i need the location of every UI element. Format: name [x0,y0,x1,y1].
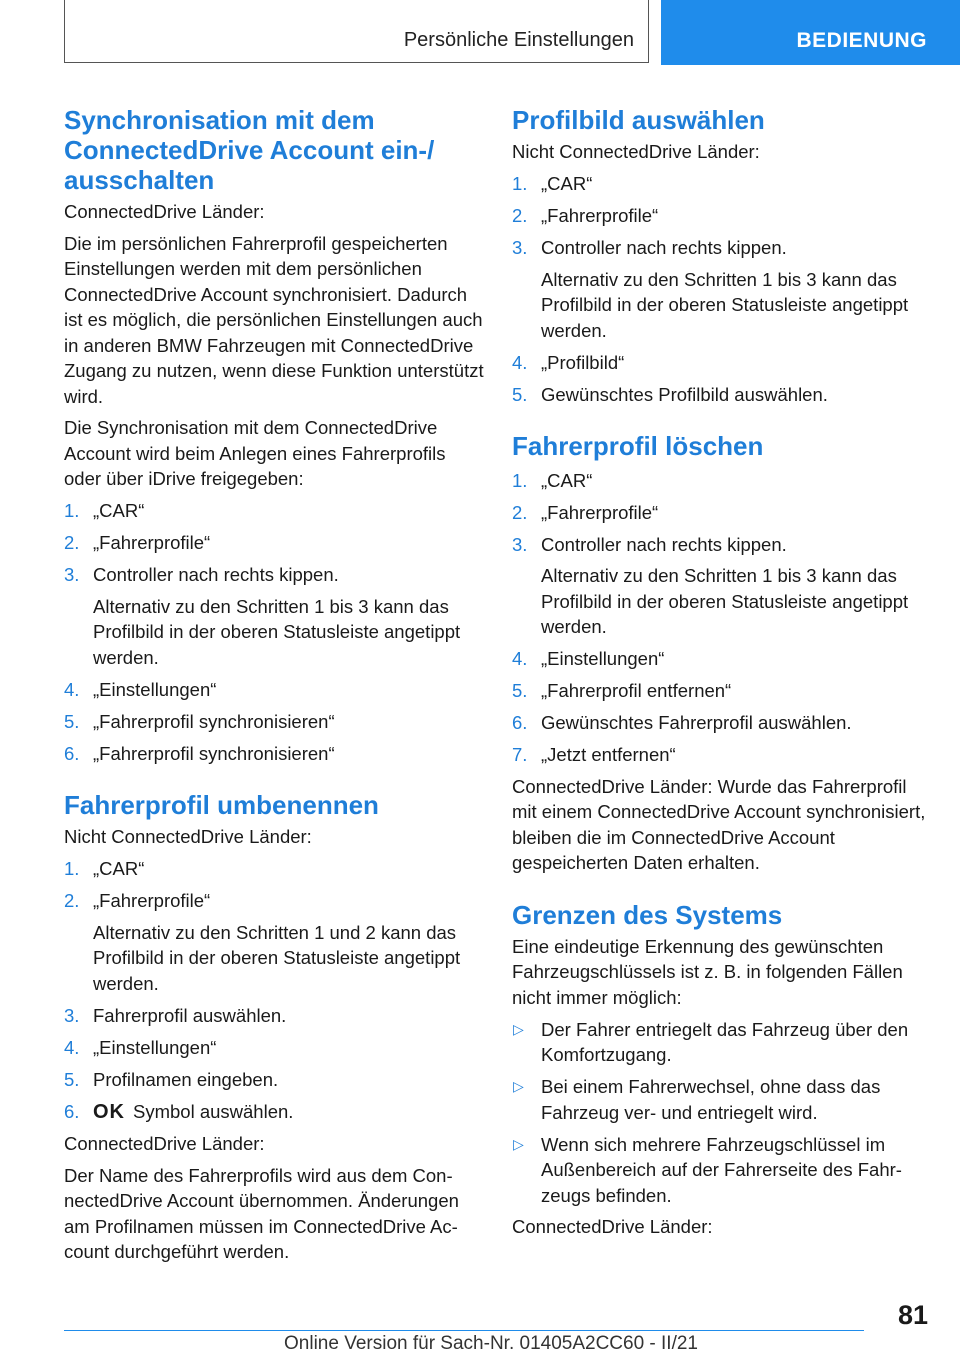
step-text: Gewünschtes Fahrerprofil auswählen. [541,712,852,733]
step-text: „CAR“ [541,173,593,194]
step-text: „Fahrerprofil synchronisieren“ [93,710,335,732]
paragraph: ConnectedDrive Länder: [64,201,265,222]
section-rename [64,790,484,1265]
list-item [512,171,932,197]
list-item [64,709,484,735]
step-number: 5. [64,1068,80,1090]
step-note: Alternativ zu den Schritten 1 bis 3 kann das Profilbild in der oberen Statusleiste angetippt werden. [541,565,909,637]
step-number: 5. [512,383,528,405]
list-item [512,742,932,768]
step-text: „Fahrerprofile“ [93,532,211,553]
left-column [64,105,484,1271]
step-list [64,498,484,766]
ok-icon: OK [93,1100,125,1123]
step-text: „Fahrerprofile“ [541,205,659,226]
step-number: 2. [64,532,80,553]
step-number: 7. [512,744,528,765]
list-item [64,530,484,556]
step-number: 1. [64,858,80,879]
list-item [512,646,932,672]
triangle-bullet-icon: ▷ [513,1078,524,1094]
step-number: 6. [64,742,80,764]
list-item [512,532,932,640]
list-item [512,235,932,343]
step-number: 4. [512,351,528,373]
bullet-text: Wenn sich mehrere Fahrzeugschlüssel im Außenbereich auf der Fahrerseite des Fahrzeugs befinden. [541,1133,902,1206]
paragraph: Der Name des Fahrerprofils wird aus dem ConnectedDrive Account übernommen. Änderungen am Profilnamen müssen im ConnectedDrive Account durchgeführt werden. [64,1164,459,1262]
step-text: Gewünschtes Profilbild auswählen. [541,383,828,405]
header-chapter-tab [661,0,960,65]
step-text: „Fahrerprofil entfernen“ [541,680,732,701]
list-item [512,500,932,526]
list-item [512,1132,932,1209]
step-text: „Einstellungen“ [541,648,665,669]
step-number: 3. [64,1004,80,1026]
footer-divider [64,1330,864,1331]
step-number: 3. [512,237,528,258]
step-number: 3. [512,533,528,555]
triangle-bullet-icon: ▷ [513,1135,524,1152]
paragraph: Die Synchronisation mit dem ConnectedDrive Account wird beim Anlegen eines Fahrerprofils oder über iDrive freigegeben: [64,417,446,489]
bullet-text: Der Fahrer entriegelt das Fahrzeug über den Komfortzugang. [541,1018,909,1065]
triangle-bullet-icon: ▷ [513,1020,524,1037]
step-number: 4. [512,648,528,669]
step-number: 6. [64,1100,80,1122]
section-system-limits-title: Grenzen des Systems [512,899,783,930]
step-number: 6. [512,712,528,733]
bullet-list [512,1017,932,1209]
step-text: „CAR“ [93,858,145,879]
step-number: 3. [64,564,80,585]
step-number: 2. [512,205,528,226]
step-list [512,468,932,768]
step-note: Alternativ zu den Schritten 1 und 2 kann das Profilbild in der oberen Statusleiste angetippt werden. [93,921,461,994]
step-note: Alternativ zu den Schritten 1 bis 3 kann das Profilbild in der oberen Statusleiste angetippt werden. [93,595,461,668]
list-item [64,1003,484,1029]
list-item [64,677,484,703]
list-item [512,350,932,376]
paragraph: Eine eindeutige Erkennung des gewünschten Fahrzeugschlüssels ist z. B. in folgenden Fällen nicht immer möglich: [512,935,903,1008]
right-column [512,105,932,1246]
list-item [64,498,484,524]
list-item [64,1035,484,1061]
step-text: „CAR“ [93,500,145,521]
step-text: „Profilbild“ [541,351,625,373]
paragraph: Die im persönlichen Fahrerprofil gespeicherten Einstellungen werden mit dem persönlichen ConnectedDrive Account synchronisiert. Dadurch ist es möglich, die persönlichen Einstellungen auch in anderen BMW Fahrzeugen mit ConnectedDrive Zugang zu nutzen, wenn diese Funktion unterstützt wird. [64,232,484,407]
list-item [512,468,932,494]
step-number: 1. [512,469,528,491]
paragraph: ConnectedDrive Länder: Wurde das Fahrerprofil mit einem ConnectedDrive Account synchronisiert, bleiben die im ConnectedDrive Account gespeicherten Daten erhalten. [512,775,926,873]
step-text: Controller nach rechts kippen. [541,237,787,258]
step-text: „Fahrerprofile“ [541,501,659,523]
step-text: Controller nach rechts kippen. [93,564,339,585]
header-section-tab [64,0,649,63]
list-item [64,741,484,767]
header-section-title: Persönliche Einstellungen [403,29,634,51]
step-note: Alternativ zu den Schritten 1 bis 3 kann das Profilbild in der oberen Statusleiste angetippt werden. [541,268,909,341]
list-item [512,710,932,736]
section-delete-profile-title: Fahrerprofil löschen [512,431,764,461]
step-text: „Einstellungen“ [93,678,217,700]
section-rename-title: Fahrerprofil umbenennen [64,790,379,820]
step-number: 5. [512,680,528,701]
step-list [512,171,932,407]
list-item [512,1017,932,1068]
list-item [64,1067,484,1093]
step-number: 2. [512,501,528,523]
step-list [64,856,484,1125]
section-profile-picture-title: Profilbild auswählen [512,105,765,135]
step-number: 1. [512,173,528,194]
section-delete-profile [512,431,932,876]
section-profile-picture [512,105,932,407]
footer-text: Online Version für Sach-Nr. 01405A2CC60 - II/21 [284,1333,699,1354]
step-number: 4. [64,678,80,700]
section-system-limits [512,900,932,1240]
bullet-text: Bei einem Fahrerwechsel, ohne dass das Fahrzeug ver- und entriegelt wird. [541,1076,881,1123]
step-text: „Jetzt entfernen“ [541,744,676,765]
paragraph: Nicht ConnectedDrive Länder: [512,141,760,162]
step-text: Profilnamen eingeben. [93,1068,279,1090]
step-text: „Einstellungen“ [93,1036,217,1058]
paragraph: Nicht ConnectedDrive Länder: [64,826,312,847]
list-item [64,856,484,882]
section-sync-title: Synchronisation mit dem ConnectedDrive Account ein-/ ausschalten [64,105,435,195]
step-number: 1. [64,500,80,521]
step-text: Fahrerprofil auswählen. [93,1004,287,1026]
step-number: 5. [64,710,80,732]
list-item [64,888,484,996]
list-item [512,203,932,229]
step-text: „Fahrerprofil synchronisieren“ [93,742,335,764]
page-number: 81 [897,1300,928,1330]
list-item [512,678,932,704]
header-chapter-title: BEDIENUNG [796,29,927,52]
step-text: „CAR“ [541,469,593,491]
list-item [512,382,932,408]
paragraph: ConnectedDrive Länder: [512,1216,713,1237]
list-item [64,1099,484,1126]
step-text: „Fahrerprofile“ [93,890,211,911]
step-text: Controller nach rechts kippen. [541,533,787,555]
paragraph: ConnectedDrive Länder: [64,1133,265,1154]
list-item [512,1074,932,1125]
list-item [64,562,484,670]
step-number: 4. [64,1036,80,1058]
step-text: Symbol auswählen. [133,1100,294,1122]
step-number: 2. [64,890,80,911]
section-sync [64,105,484,766]
